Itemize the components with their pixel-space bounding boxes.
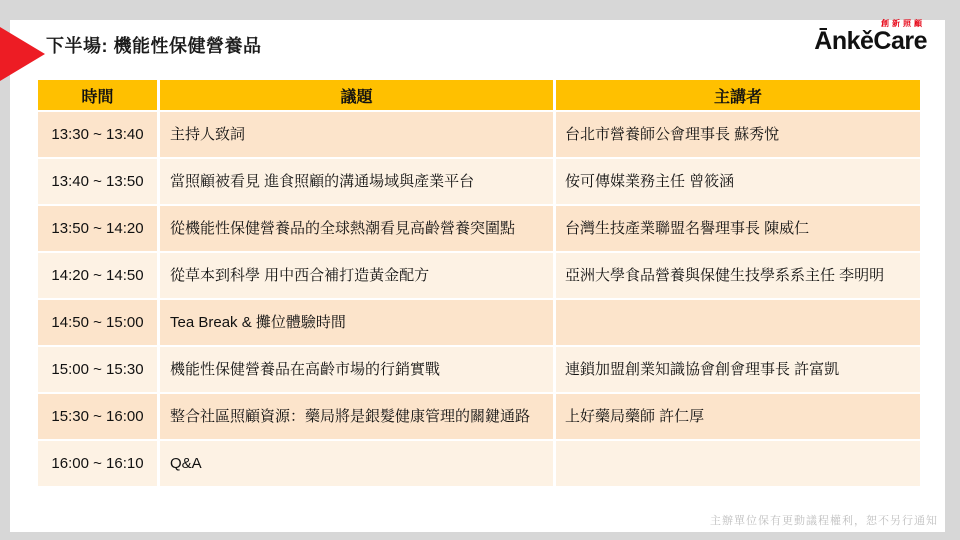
logo-tagline: 創新照顧 [881, 19, 925, 28]
topic-cell: 主持人致詞 [160, 112, 556, 159]
time-cell: 13:50 ~ 14:20 [38, 206, 160, 253]
slide-title: 下半場: 機能性保健營養品 [46, 36, 262, 56]
topic-cell: Q&A [160, 441, 556, 488]
header-topic: 議題 [160, 80, 556, 112]
time-cell: 13:40 ~ 13:50 [38, 159, 160, 206]
time-cell: 14:20 ~ 14:50 [38, 253, 160, 300]
speaker-cell: 亞洲大學食品營養與保健生技學系系主任 李明明 [556, 253, 920, 300]
header-speaker: 主講者 [556, 80, 920, 112]
ankecare-logo [814, 20, 927, 54]
speaker-cell: 連鎖加盟創業知識協會創會理事長 許富凱 [556, 347, 920, 394]
topic-cell: 從草本到科學 用中西合補打造黃金配方 [160, 253, 556, 300]
logo-brand-text: ĀnkěCare [814, 27, 927, 55]
footer-note: 主辦單位保有更動議程權利，恕不另行通知 [710, 515, 938, 527]
table-row [38, 112, 920, 159]
speaker-cell [556, 300, 920, 347]
speaker-cell: 台北市營養師公會理事長 蘇秀悅 [556, 112, 920, 159]
table-row [38, 347, 920, 394]
topic-cell: Tea Break & 攤位體驗時間 [160, 300, 556, 347]
time-cell: 14:50 ~ 15:00 [38, 300, 160, 347]
presentation-slide [10, 20, 945, 532]
table-header-row [38, 80, 920, 112]
table-row [38, 206, 920, 253]
time-cell: 13:30 ~ 13:40 [38, 112, 160, 159]
table-row [38, 159, 920, 206]
speaker-cell: 侒可傳媒業務主任 曾筱涵 [556, 159, 920, 206]
header-time: 時間 [38, 80, 160, 112]
time-cell: 15:00 ~ 15:30 [38, 347, 160, 394]
topic-cell: 當照顧被看見 進食照顧的溝通場域與產業平台 [160, 159, 556, 206]
red-arrow-icon [0, 27, 45, 81]
table-row [38, 300, 920, 347]
time-cell: 16:00 ~ 16:10 [38, 441, 160, 488]
topic-cell: 機能性保健營養品在高齡市場的行銷實戰 [160, 347, 556, 394]
speaker-cell: 上好藥局藥師 許仁厚 [556, 394, 920, 441]
topic-cell: 從機能性保健營養品的全球熱潮看見高齡營養突圍點 [160, 206, 556, 253]
time-cell: 15:30 ~ 16:00 [38, 394, 160, 441]
speaker-cell [556, 441, 920, 488]
speaker-cell: 台灣生技產業聯盟名譽理事長 陳威仁 [556, 206, 920, 253]
table-row [38, 253, 920, 300]
topic-cell: 整合社區照顧資源：藥局將是銀髮健康管理的關鍵通路 [160, 394, 556, 441]
agenda-table [38, 80, 920, 488]
table-row [38, 394, 920, 441]
table-row [38, 441, 920, 488]
